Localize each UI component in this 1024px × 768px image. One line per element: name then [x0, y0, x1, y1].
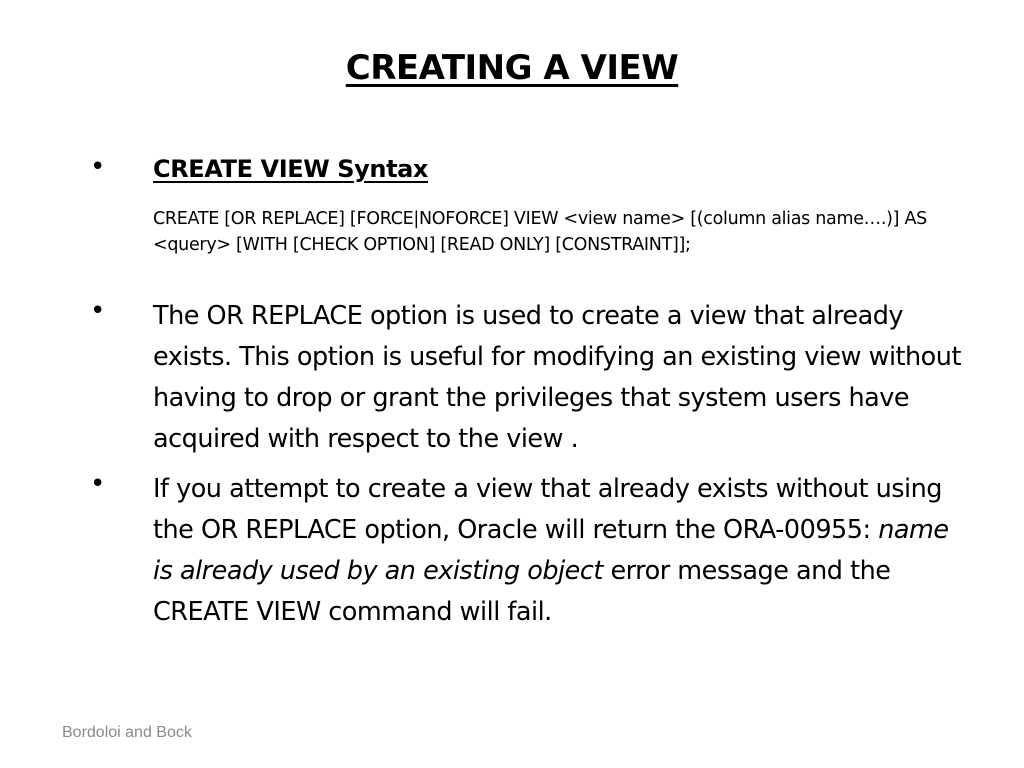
- or-replace-paragraph: The OR REPLACE option is used to create a view that already exists. This option is useful for modifying an existing view without having to drop or grant the privileges that system users have acquired with respect to the view .: [153, 301, 961, 454]
- bullet-symbol: •: [90, 152, 106, 182]
- error-paragraph: [153, 469, 975, 633]
- bullet-content: [153, 152, 975, 258]
- syntax-statement: CREATE [OR REPLACE] [FORCE|NOFORCE] VIEW <view name> [(column alias name….)] AS <query> [WITH [CHECK OPTION] [READ ONLY] [CONSTRAINT]];: [153, 209, 927, 255]
- error-text-before: If you attempt to create a view that already exists without using the OR REPLACE option, Oracle will return the ORA-00955:: [153, 474, 942, 545]
- syntax-heading: CREATE VIEW Syntax: [153, 155, 429, 183]
- footer-author: Bordoloi and Bock: [62, 724, 192, 741]
- error-text-italic: name is already used by an existing object: [153, 515, 949, 586]
- bullet-symbol: •: [90, 296, 106, 326]
- bullet-symbol: •: [90, 469, 106, 499]
- error-text-after: error message and the CREATE VIEW command will fail.: [153, 556, 891, 627]
- slide-title: CREATING A VIEW: [345, 48, 679, 88]
